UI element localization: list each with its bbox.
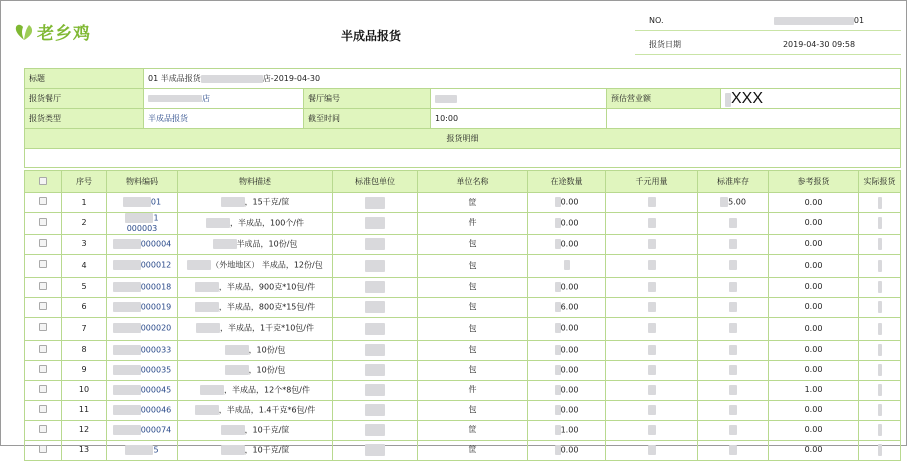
seq-cell: 1 bbox=[62, 193, 107, 213]
stock-cell bbox=[698, 400, 769, 420]
transit-cell: 6.00 bbox=[528, 297, 606, 317]
stock-cell: 5.00 bbox=[698, 193, 769, 213]
col-header: 标准包单位 bbox=[333, 171, 418, 193]
unit-name-cell: 包 bbox=[418, 340, 528, 360]
col-header: 单位名称 bbox=[418, 171, 528, 193]
actual-cell[interactable] bbox=[859, 340, 901, 360]
row-checkbox[interactable] bbox=[25, 277, 62, 297]
row-checkbox[interactable] bbox=[25, 193, 62, 213]
code-cell: 000074 bbox=[107, 420, 178, 440]
ref-cell: 0.00 bbox=[769, 317, 859, 340]
table-row bbox=[25, 360, 901, 380]
ref-cell: 0.00 bbox=[769, 297, 859, 317]
stock-cell bbox=[698, 213, 769, 235]
ref-cell: 0.00 bbox=[769, 360, 859, 380]
actual-cell[interactable] bbox=[859, 317, 901, 340]
actual-cell[interactable] bbox=[859, 234, 901, 254]
header-info-table bbox=[24, 68, 901, 168]
redaction bbox=[774, 17, 854, 25]
code-cell: 000019 bbox=[107, 297, 178, 317]
stock-cell bbox=[698, 380, 769, 400]
transit-cell: 0.00 bbox=[528, 213, 606, 235]
heart-leaf-icon bbox=[14, 22, 34, 42]
actual-cell[interactable] bbox=[859, 297, 901, 317]
col-header: 标准库存 bbox=[698, 171, 769, 193]
code-cell: 01 bbox=[107, 193, 178, 213]
table-row bbox=[25, 193, 901, 213]
table-row bbox=[25, 317, 901, 340]
kilo-usage-cell bbox=[606, 213, 698, 235]
table-row bbox=[25, 254, 901, 277]
desc-cell: ，半成品，900克*10包/件 bbox=[178, 277, 333, 297]
pack-unit-cell bbox=[333, 234, 418, 254]
unit-name-cell: 包 bbox=[418, 254, 528, 277]
code-cell: 000045 bbox=[107, 380, 178, 400]
ref-cell: 0.00 bbox=[769, 420, 859, 440]
seq-cell: 13 bbox=[62, 440, 107, 460]
desc-cell: ，15千克/筐 bbox=[178, 193, 333, 213]
transit-cell: 0.00 bbox=[528, 277, 606, 297]
unit-name-cell: 包 bbox=[418, 360, 528, 380]
ref-cell: 0.00 bbox=[769, 277, 859, 297]
row-checkbox[interactable] bbox=[25, 400, 62, 420]
title-label: 标题 bbox=[25, 69, 144, 89]
table-row bbox=[25, 440, 901, 460]
restaurant-no-value bbox=[431, 89, 607, 109]
kilo-usage-cell bbox=[606, 193, 698, 213]
page-title: 半成品报货 bbox=[341, 29, 402, 43]
kilo-usage-cell bbox=[606, 360, 698, 380]
pack-unit-cell bbox=[333, 400, 418, 420]
code-cell: 000004 bbox=[107, 234, 178, 254]
deadline-label: 截至时间 bbox=[304, 109, 431, 129]
kilo-usage-cell bbox=[606, 297, 698, 317]
actual-cell[interactable] bbox=[859, 440, 901, 460]
transit-cell: 0.00 bbox=[528, 440, 606, 460]
select-all-checkbox[interactable] bbox=[25, 171, 62, 193]
title-value: 01 半成品报货 店-2019-04-30 bbox=[144, 69, 901, 89]
transit-cell: 1.00 bbox=[528, 420, 606, 440]
blank-row bbox=[25, 149, 901, 168]
brand-logo bbox=[14, 19, 91, 44]
kilo-usage-cell bbox=[606, 440, 698, 460]
pack-unit-cell bbox=[333, 340, 418, 360]
stock-cell bbox=[698, 340, 769, 360]
seq-cell: 5 bbox=[62, 277, 107, 297]
seq-cell: 11 bbox=[62, 400, 107, 420]
row-checkbox[interactable] bbox=[25, 297, 62, 317]
stock-cell bbox=[698, 420, 769, 440]
transit-cell: 0.00 bbox=[528, 317, 606, 340]
kilo-usage-cell bbox=[606, 380, 698, 400]
actual-cell[interactable] bbox=[859, 400, 901, 420]
stock-cell bbox=[698, 297, 769, 317]
stock-cell bbox=[698, 234, 769, 254]
unit-name-cell: 件 bbox=[418, 380, 528, 400]
pack-unit-cell bbox=[333, 254, 418, 277]
seq-cell: 9 bbox=[62, 360, 107, 380]
row-checkbox[interactable] bbox=[25, 213, 62, 235]
unit-name-cell: 筐 bbox=[418, 420, 528, 440]
unit-name-cell: 包 bbox=[418, 400, 528, 420]
doc-meta bbox=[635, 11, 901, 55]
col-header: 参考报货 bbox=[769, 171, 859, 193]
code-cell: 000033 bbox=[107, 340, 178, 360]
row-checkbox[interactable] bbox=[25, 440, 62, 460]
col-header: 序号 bbox=[62, 171, 107, 193]
stock-cell bbox=[698, 277, 769, 297]
transit-cell: 0.00 bbox=[528, 400, 606, 420]
row-checkbox[interactable] bbox=[25, 420, 62, 440]
row-checkbox[interactable] bbox=[25, 317, 62, 340]
date-label: 报货日期 bbox=[649, 40, 681, 49]
actual-cell[interactable] bbox=[859, 254, 901, 277]
unit-name-cell: 筐 bbox=[418, 440, 528, 460]
desc-cell: ，10千克/筐 bbox=[178, 440, 333, 460]
no-value: 01 bbox=[737, 16, 901, 25]
pack-unit-cell bbox=[333, 297, 418, 317]
pack-unit-cell bbox=[333, 360, 418, 380]
unit-name-cell: 包 bbox=[418, 234, 528, 254]
stock-cell bbox=[698, 440, 769, 460]
unit-name-cell: 筐 bbox=[418, 193, 528, 213]
code-cell: 000035 bbox=[107, 360, 178, 380]
col-header: 实际报货 bbox=[859, 171, 901, 193]
ref-cell: 0.00 bbox=[769, 254, 859, 277]
pack-unit-cell bbox=[333, 277, 418, 297]
col-header: 千元用量 bbox=[606, 171, 698, 193]
seq-cell: 4 bbox=[62, 254, 107, 277]
table-row bbox=[25, 213, 901, 235]
items-table bbox=[24, 170, 901, 461]
ref-cell: 1.00 bbox=[769, 380, 859, 400]
stock-cell bbox=[698, 360, 769, 380]
est-revenue-value: XXX bbox=[721, 89, 901, 109]
est-revenue-label: 预估营业额 bbox=[607, 89, 721, 109]
seq-cell: 7 bbox=[62, 317, 107, 340]
desc-cell: ，10份/包 bbox=[178, 340, 333, 360]
kilo-usage-cell bbox=[606, 277, 698, 297]
table-row bbox=[25, 297, 901, 317]
detail-section-label: 报货明细 bbox=[25, 129, 901, 149]
restaurant-no-label: 餐厅编号 bbox=[304, 89, 431, 109]
code-cell: 000046 bbox=[107, 400, 178, 420]
seq-cell: 8 bbox=[62, 340, 107, 360]
row-checkbox[interactable] bbox=[25, 234, 62, 254]
desc-cell: ，半成品，1千克*10包/件 bbox=[178, 317, 333, 340]
table-row bbox=[25, 234, 901, 254]
date-value: 2019-04-30 09:58 bbox=[782, 40, 856, 49]
restaurant-label: 报货餐厅 bbox=[25, 89, 144, 109]
table-row bbox=[25, 340, 901, 360]
transit-cell: 0.00 bbox=[528, 340, 606, 360]
stock-cell bbox=[698, 254, 769, 277]
actual-cell[interactable] bbox=[859, 277, 901, 297]
ref-cell: 0.00 bbox=[769, 193, 859, 213]
type-value[interactable]: 半成品报货 bbox=[144, 109, 304, 129]
pack-unit-cell bbox=[333, 193, 418, 213]
table-row bbox=[25, 277, 901, 297]
table-header-row bbox=[25, 171, 901, 193]
row-checkbox[interactable] bbox=[25, 254, 62, 277]
ref-cell: 0.00 bbox=[769, 440, 859, 460]
transit-cell: 0.00 bbox=[528, 360, 606, 380]
col-header: 物料编码 bbox=[107, 171, 178, 193]
actual-cell[interactable] bbox=[859, 380, 901, 400]
kilo-usage-cell bbox=[606, 340, 698, 360]
pack-unit-cell bbox=[333, 317, 418, 340]
kilo-usage-cell bbox=[606, 317, 698, 340]
row-checkbox[interactable] bbox=[25, 340, 62, 360]
actual-cell[interactable] bbox=[859, 420, 901, 440]
desc-cell: ，10份/包 bbox=[178, 360, 333, 380]
code-cell: 1 000003 bbox=[107, 213, 178, 235]
stock-cell bbox=[698, 317, 769, 340]
actual-cell[interactable] bbox=[859, 360, 901, 380]
restaurant-value[interactable]: 店 bbox=[144, 89, 304, 109]
desc-cell: 半成品，10份/包 bbox=[178, 234, 333, 254]
ref-cell: 0.00 bbox=[769, 234, 859, 254]
code-cell: 000018 bbox=[107, 277, 178, 297]
desc-cell: ，半成品，12个*8包/件 bbox=[178, 380, 333, 400]
seq-cell: 12 bbox=[62, 420, 107, 440]
kilo-usage-cell bbox=[606, 254, 698, 277]
empty-cell bbox=[607, 109, 901, 129]
kilo-usage-cell bbox=[606, 234, 698, 254]
transit-cell: 0.00 bbox=[528, 380, 606, 400]
transit-cell: 0.00 bbox=[528, 193, 606, 213]
seq-cell: 2 bbox=[62, 213, 107, 235]
table-row bbox=[25, 400, 901, 420]
desc-cell: ，半成品，1.4千克*6包/件 bbox=[178, 400, 333, 420]
pack-unit-cell bbox=[333, 380, 418, 400]
code-cell: 5 bbox=[107, 440, 178, 460]
table-row bbox=[25, 420, 901, 440]
transit-cell: 0.00 bbox=[528, 234, 606, 254]
ref-cell: 0.00 bbox=[769, 340, 859, 360]
seq-cell: 10 bbox=[62, 380, 107, 400]
pack-unit-cell bbox=[333, 420, 418, 440]
actual-cell[interactable] bbox=[859, 193, 901, 213]
no-label: NO. bbox=[649, 16, 664, 25]
col-header: 在途数量 bbox=[528, 171, 606, 193]
ref-cell: 0.00 bbox=[769, 213, 859, 235]
transit-cell bbox=[528, 254, 606, 277]
ref-cell: 0.00 bbox=[769, 400, 859, 420]
deadline-value: 10:00 bbox=[431, 109, 607, 129]
unit-name-cell: 件 bbox=[418, 213, 528, 235]
kilo-usage-cell bbox=[606, 400, 698, 420]
table-row bbox=[25, 380, 901, 400]
row-checkbox[interactable] bbox=[25, 360, 62, 380]
code-cell: 000020 bbox=[107, 317, 178, 340]
code-cell: 000012 bbox=[107, 254, 178, 277]
unit-name-cell: 包 bbox=[418, 277, 528, 297]
pack-unit-cell bbox=[333, 440, 418, 460]
row-checkbox[interactable] bbox=[25, 380, 62, 400]
unit-name-cell: 包 bbox=[418, 297, 528, 317]
kilo-usage-cell bbox=[606, 420, 698, 440]
desc-cell: ，半成品，800克*15包/件 bbox=[178, 297, 333, 317]
desc-cell: ，10千克/筐 bbox=[178, 420, 333, 440]
seq-cell: 6 bbox=[62, 297, 107, 317]
seq-cell: 3 bbox=[62, 234, 107, 254]
brand-name: 老乡鸡 bbox=[37, 24, 91, 44]
col-header: 物料描述 bbox=[178, 171, 333, 193]
actual-cell[interactable] bbox=[859, 213, 901, 235]
unit-name-cell: 包 bbox=[418, 317, 528, 340]
pack-unit-cell bbox=[333, 213, 418, 235]
type-label: 报货类型 bbox=[25, 109, 144, 129]
desc-cell: （外地地区） 半成品，12份/包 bbox=[178, 254, 333, 277]
desc-cell: ，半成品，100个/件 bbox=[178, 213, 333, 235]
